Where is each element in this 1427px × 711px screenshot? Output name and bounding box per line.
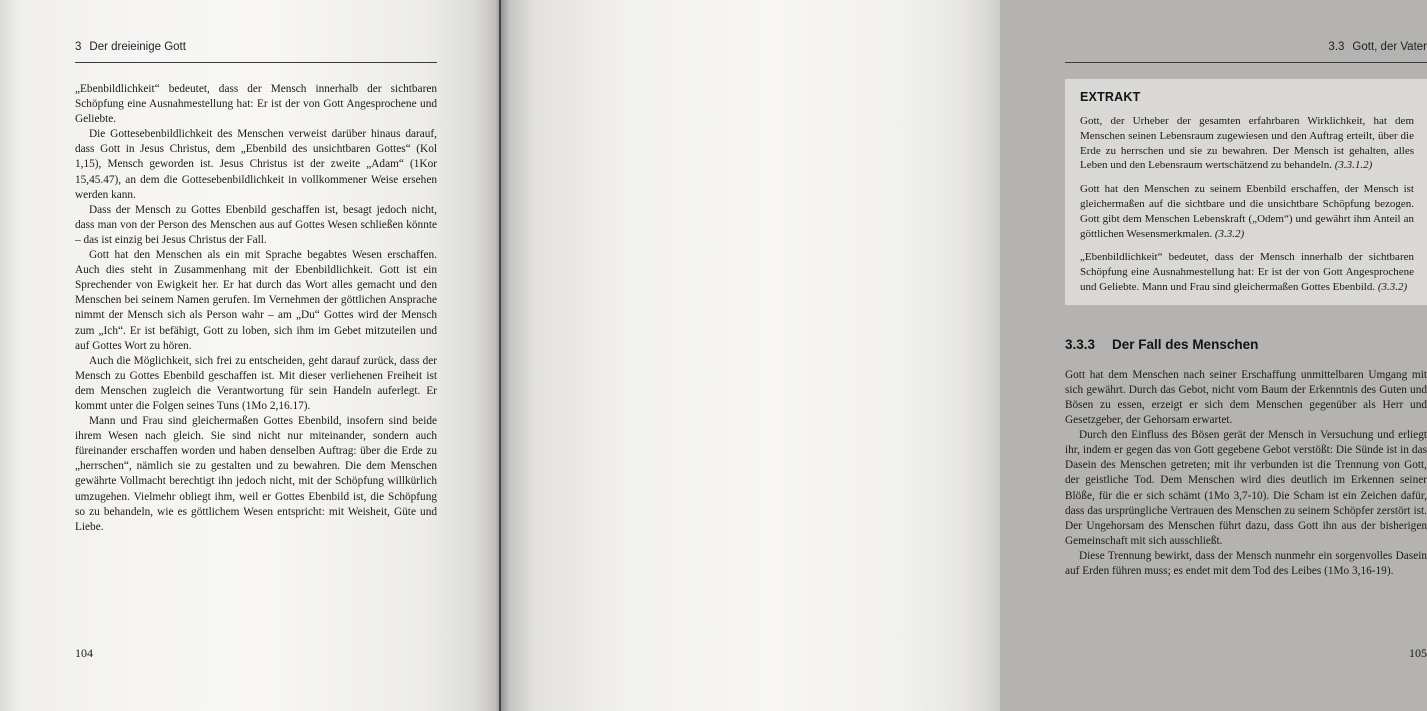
body-paragraph: Dass der Mensch zu Gottes Ebenbild geschaffen ist, besagt jedoch nicht, dass man von der Person des Menschen aus auf Gottes Wesen schließen könnte – das ist einzig bei Jesus Christus der Fall. <box>75 203 437 246</box>
extract-text: „Ebenbildlichkeit“ bedeutet, dass der Mensch innerhalb der sichtbaren Schöpfung eine Ausnahmestellung hat: Er ist der von Gott Angesprochene und Geliebte. Mann und Frau sind gleichermaßen Gottes Ebenbild. <box>1080 251 1414 293</box>
right-page <box>500 0 1427 711</box>
chapter-number: 3 <box>75 41 82 53</box>
extract-reference: (3.3.2) <box>1214 227 1245 240</box>
extract-paragraph <box>1080 114 1414 173</box>
chapter-title: Der dreieinige Gott <box>89 41 186 53</box>
extract-paragraph <box>1080 250 1414 294</box>
body-paragraph: Die Gottesebenbildlichkeit des Menschen verweist darüber hinaus darauf, dass Gott in Jesus Christus, dem „Ebenbild des unsichtbaren Gottes“ (Kol 1,15), Mensch geworden ist. Jesus Christus ist der zweite „Adam“ (1Kor 15,45.47), an dem die Gottesebenbildlichkeit in vollkommener Weise ersehen werden kann. <box>75 128 437 201</box>
section-title: Gott, der Vater <box>1352 41 1427 53</box>
page-number-left: 104 <box>75 646 93 660</box>
page-number-right: 105 <box>1409 646 1427 660</box>
section-heading-number: 3.3.3 <box>1065 336 1096 352</box>
book-spine-divider <box>499 0 501 711</box>
body-paragraph: Auch die Möglichkeit, sich frei zu entscheiden, geht darauf zurück, dass der Mensch zu Gottes Ebenbild geschaffen ist. Mit dieser verliehenen Freiheit ist dem Menschen zugleich die Verantwortung für sein Handeln auferlegt. Er kommt unter die Folgen seines Tuns (1Mo 2,16.17). <box>75 354 437 412</box>
body-paragraph: Gott hat dem Menschen nach seiner Erschaffung unmittelbaren Umgang mit sich gewährt. Durch das Gebot, nicht vom Baum der Erkenntnis des Guten und Bösen zu essen, erzeigt er sich dem Menschen gegenüber als Herr und Gesetzgeber, der Gehorsam erwartet. <box>1065 368 1427 427</box>
right-page-text-column <box>1065 79 1427 579</box>
body-paragraph: „Ebenbildlichkeit“ bedeutet, dass der Mensch innerhalb der sichtbaren Schöpfung eine Ausnahmestellung hat: Er ist der von Gott Angesprochene und Geliebte. <box>75 83 437 126</box>
extract-reference: (3.3.2) <box>1377 280 1408 293</box>
section-heading <box>1065 337 1427 353</box>
extract-text: Gott, der Urheber der gesamten erfahrbaren Wirklichkeit, hat dem Menschen seinen Lebensraum zugewiesen und den Auftrag erteilt, über die Erde zu herrschen und sie zu bewahren. Der Mensch ist gehalten, alles Leben und den Lebensraum wertschätzend zu behandeln. <box>1080 115 1414 172</box>
extract-box <box>1065 79 1427 305</box>
body-paragraph: Mann und Frau sind gleichermaßen Gottes Ebenbild, insofern sind beide ihrem Wesen nach gleich. Sie sind nicht nur miteinander, sondern auch füreinander erschaffen worden und haben denselben Auftrag: über die Erde zu „herrschen“, nämlich sie zu gestalten und zu bewahren. Die dem Menschen gewährte Vollmacht berechtigt ihn jedoch nicht, mit der Schöpfung willkürlich umzugehen. Vielmehr obliegt ihm, weil er Gottes Ebenbild ist, die Schöpfung so zu behandeln, wie es göttlichem Wesen entspricht: mit Weisheit, Güte und Liebe. <box>75 415 437 533</box>
extract-reference: (3.3.1.2) <box>1334 159 1373 172</box>
body-paragraph: Gott hat den Menschen als ein mit Sprache begabtes Wesen erschaffen. Auch dies steht in Zusammenhang mit der Ebenbildlichkeit. Gott ist ein Sprechender von Ewigkeit her. Er hat durch das Wort alles gemacht und den Menschen bei seinem Namen gerufen. Im Vernehmen der göttlichen Ansprache nimmt der Mensch sich als Person wahr – am „Du“ Gottes wird der Mensch zum „Ich“. Er ist befähigt, Gott zu loben, sich ihm im Gebet mitzuteilen und auf Gottes Wort zu hören. <box>75 249 437 352</box>
running-head-left <box>75 40 437 63</box>
body-paragraph: Durch den Einfluss des Bösen gerät der Mensch in Versuchung und erliegt ihr, indem er gegen das von Gott gegebene Gebot verstößt: Die Sünde ist in das Dasein des Menschen getreten; mit ihr verbunden ist die Trennung von Gott, der geistliche Tod. Dem Menschen wird dies deutlich im Erkennen seiner Blöße, für die er sich schämt (1Mo 3,7-10). Die Scham ist ein Zeichen dafür, dass das ursprüngliche Vertrauen des Menschen zu seinem Schöpfer zerstört ist. Der Ungehorsam des Menschen führt dazu, dass Gott ihn aus der bisherigen Gemeinschaft mit sich ausschließt. <box>1065 429 1427 547</box>
extract-text: Gott hat den Menschen zu seinem Ebenbild erschaffen, der Mensch ist gleichermaßen auf die sichtbare und die unsichtbare Schöpfung bezogen. Gott gibt dem Menschen Lebenskraft („Odem“) und gewährt ihm Anteil an göttlichen Wesensmerkmalen. <box>1080 183 1414 240</box>
section-heading-title: Der Fall des Menschen <box>1112 336 1259 352</box>
left-page-text-column <box>75 82 437 535</box>
running-head-right <box>1065 40 1427 63</box>
section-number: 3.3 <box>1328 41 1345 53</box>
body-paragraph: Diese Trennung bewirkt, dass der Mensch nunmehr ein sorgenvolles Dasein auf Erden führen muss; es endet mit dem Tod des Leibes (1Mo 3,16-19). <box>1065 549 1427 577</box>
extract-title: EXTRAKT <box>1080 90 1141 104</box>
left-page <box>0 0 500 711</box>
extract-paragraph <box>1080 182 1414 241</box>
